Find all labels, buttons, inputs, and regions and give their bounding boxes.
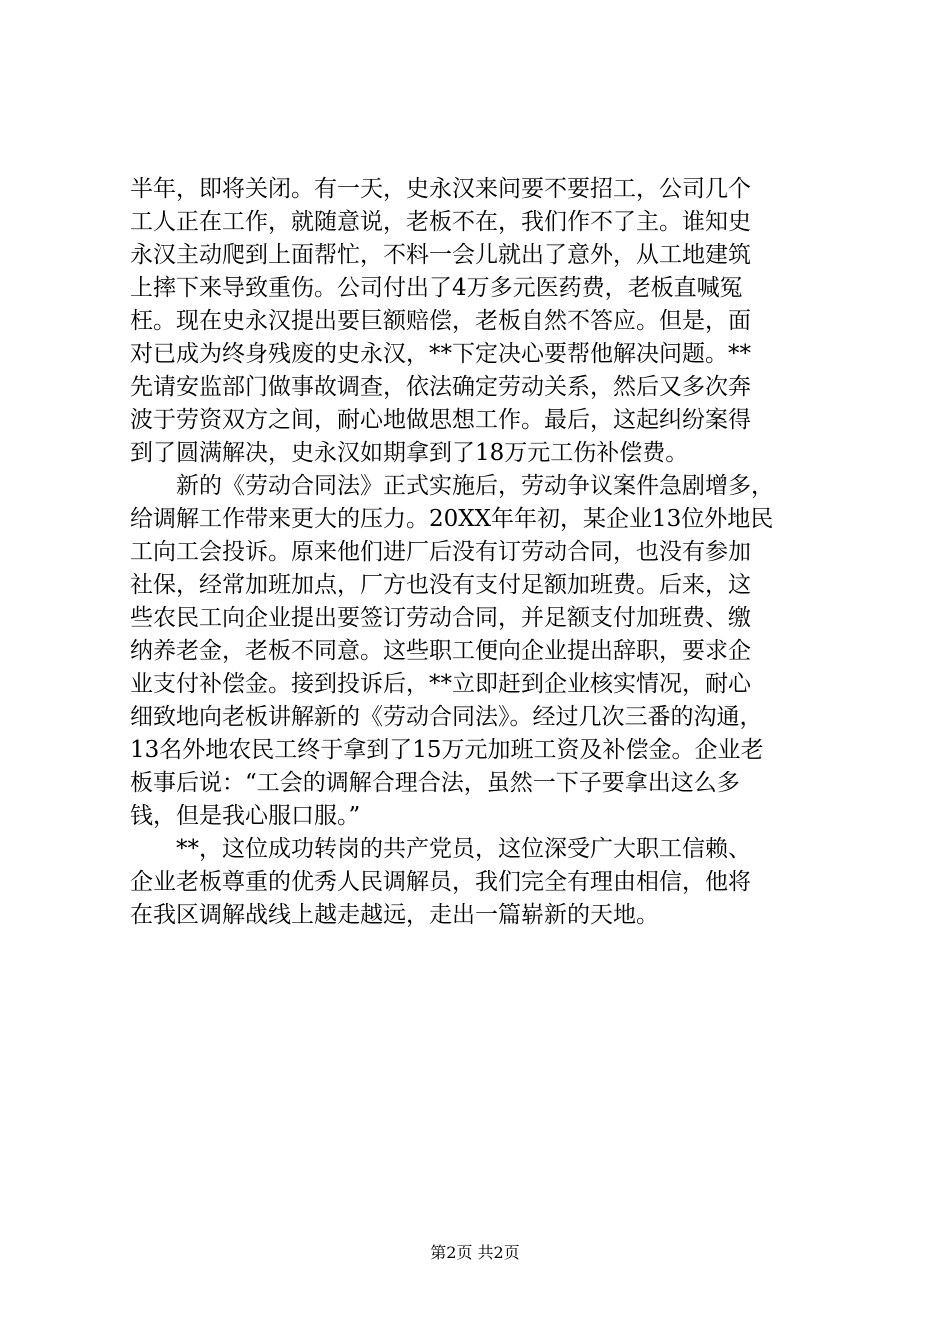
page-number-footer: 第2页 共2页	[430, 1243, 520, 1262]
text-line: 业支付补偿金。接到投诉后，**立即赶到企业核实情况，耐心	[130, 671, 751, 697]
text-line: 工向工会投诉。原来他们进厂后没有订劳动合同，也没有参加	[130, 539, 751, 565]
text-line: 波于劳资双方之间，耐心地做思想工作。最后，这起纠纷案得	[130, 407, 751, 433]
text-line: 社保，经常加班加点，厂方也没有支付足额加班费。后来，这	[130, 572, 751, 598]
text-line: 半年，即将关闭。有一天，史永汉来问要不要招工，公司几个	[130, 176, 751, 202]
text-line: 到了圆满解决，史永汉如期拿到了18万元工伤补偿费。	[130, 440, 689, 466]
text-line: **，这位成功转岗的共产党员，这位深受广大职工信赖、	[130, 836, 751, 862]
text-line: 上摔下来导致重伤。公司付出了4万多元医药费，老板直喊冤	[130, 275, 743, 301]
text-line: 永汉主动爬到上面帮忙，不料一会儿就出了意外，从工地建筑	[130, 242, 751, 268]
text-line: 对已成为终身残废的史永汉，**下定决心要帮他解决问题。**	[130, 341, 751, 367]
text-line: 13名外地农民工终于拿到了15万元加班工资及补偿金。企业老	[130, 737, 764, 763]
text-line: 给调解工作带来更大的压力。20XX年年初，某企业13位外地民	[130, 506, 774, 532]
text-line: 工人正在工作，就随意说，老板不在，我们作不了主。谁知史	[130, 209, 751, 235]
text-line: 在我区调解战线上越走越远，走出一篇崭新的天地。	[130, 902, 659, 928]
text-line: 钱，但是我心服口服。”	[130, 803, 361, 829]
text-line: 板事后说：“工会的调解合理合法，虽然一下子要拿出这么多	[130, 770, 740, 796]
document-body	[130, 173, 830, 932]
text-line: 新的《劳动合同法》正式实施后，劳动争议案件急剧增多，	[130, 473, 774, 499]
text-line: 细致地向老板讲解新的《劳动合同法》。经过几次三番的沟通，	[130, 704, 763, 730]
text-line: 先请安监部门做事故调查，依法确定劳动关系，然后又多次奔	[130, 374, 751, 400]
text-line: 枉。现在史永汉提出要巨额赔偿，老板自然不答应。但是，面	[130, 308, 751, 334]
text-line: 些农民工向企业提出要签订劳动合同，并足额支付加班费、缴	[130, 605, 751, 631]
text-line: 纳养老金，老板不同意。这些职工便向企业提出辞职，要求企	[130, 638, 751, 664]
text-line: 企业老板尊重的优秀人民调解员，我们完全有理由相信，他将	[130, 869, 751, 895]
